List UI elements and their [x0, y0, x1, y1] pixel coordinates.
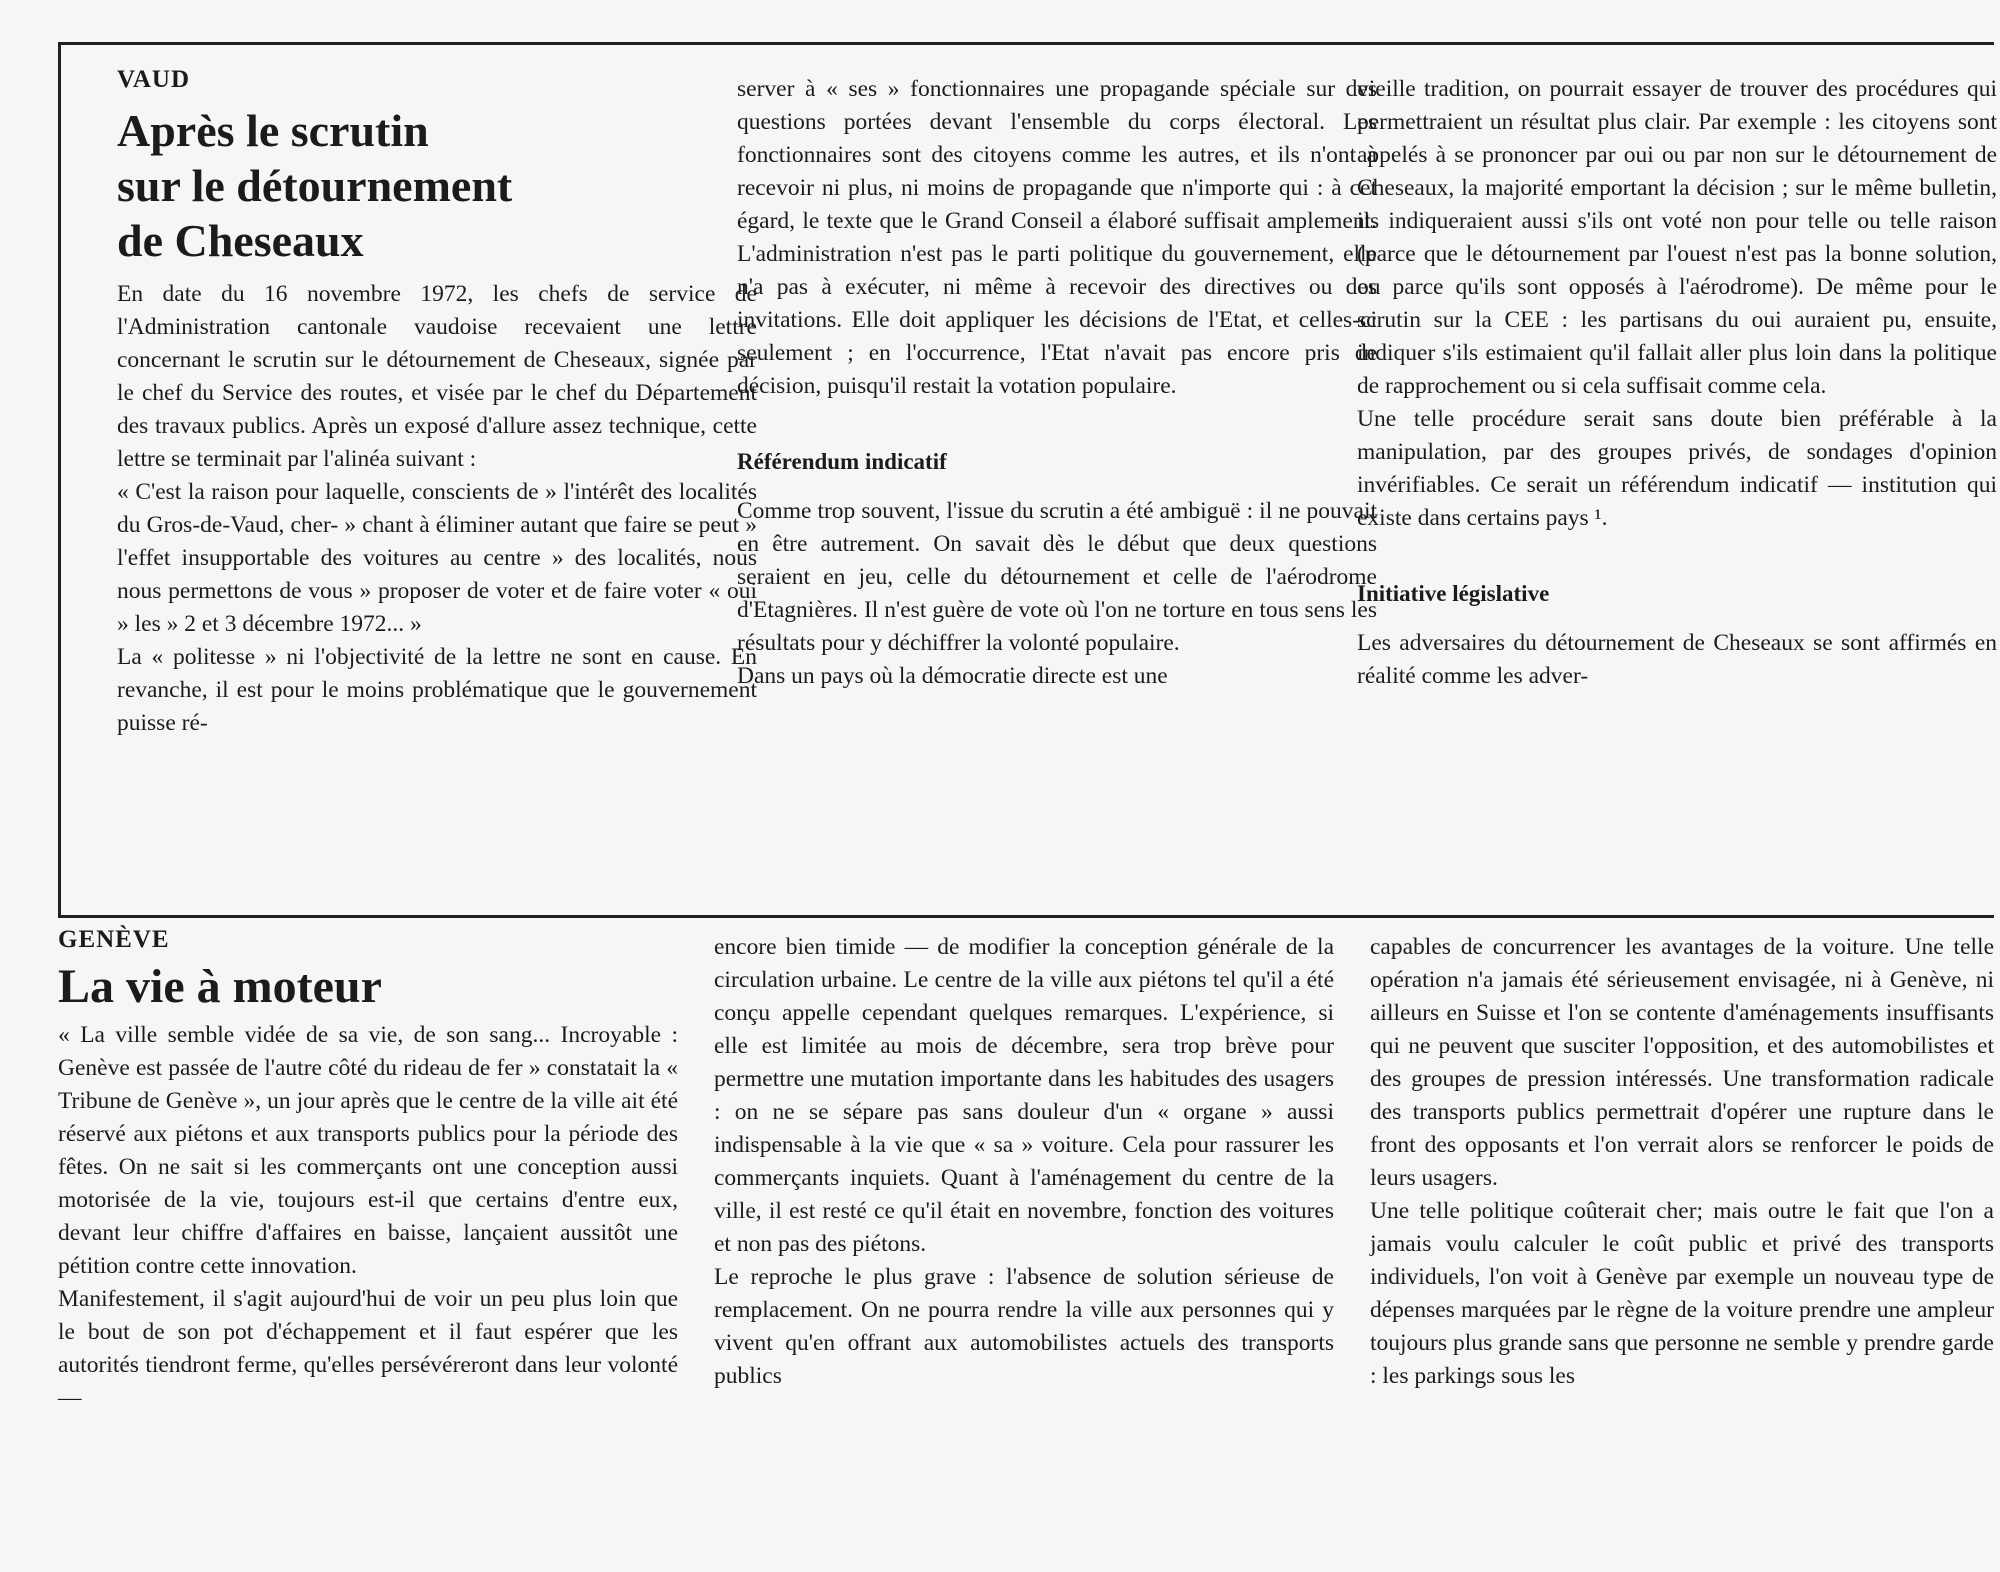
- article-vaud-column-1: [117, 65, 757, 740]
- article-vaud-headline: [117, 103, 757, 268]
- subhead-initiative: Initiative législative: [1357, 581, 1550, 606]
- paragraph: encore bien timide — de modifier la conception générale de la circulation urbaine. Le centre de la ville aux piétons tel qu'il a été conçu appelle cependant quelques remarques. L'expérience, si elle est limitée au mois de décembre, sera trop brève pour permettre une mutation importante dans les habitudes des usagers : on ne se sépare pas sans douleur d'un « organe » aussi indispensable à la vie que « sa » voiture. Cela pour rassurer les commerçants inquiets. Quant à l'aménagement du centre de la ville, il est resté ce qu'il était en novembre, fonction des voitures et non pas des piétons.: [714, 934, 1334, 1257]
- paragraph: Une telle procédure serait sans doute bien préférable à la manipulation, par des groupes privés, de sondages d'opinion invérifiables. Ce serait un référendum indicatif — institution qui existe dans certains pays ¹.: [1357, 406, 1997, 531]
- quote-paragraph: « C'est la raison pour laquelle, conscients de » l'intérêt des localités du Gros-de-Vaud, cher- » chant à éliminer autant que faire se peut » l'effet insupportable des voitures au centre » des localités, nous nous permettons de vous » proposer de voter et de faire voter « oui » les » 2 et 3 décembre 1972... »: [117, 479, 757, 637]
- headline-line-3: de Cheseaux: [117, 215, 364, 266]
- article-vaud-column-2: [737, 73, 1377, 693]
- paragraph: Les adversaires du détournement de Cheseaux se sont affirmés en réalité comme les adver-: [1357, 630, 1997, 689]
- article-vaud-column-3: [1357, 73, 1997, 693]
- paragraph: La « politesse » ni l'objectivité de la lettre ne sont en cause. En revanche, il est pour le moins problématique que le gouvernement puisse ré-: [117, 644, 757, 736]
- article-geneve: [58, 925, 1994, 1565]
- article-geneve-kicker: GENÈVE: [58, 926, 170, 953]
- paragraph: Une telle politique coûterait cher; mais outre le fait que l'on a jamais voulu calculer le coût public et privé des transports individuels, l'on voit à Genève par exemple un nouveau type de dépenses marquées par le règne de la voiture prendre une ampleur toujours plus grande sans que personne ne semble y prendre garde : les parkings sous les: [1370, 1198, 1994, 1389]
- headline-line-2: sur le détournement: [117, 160, 513, 211]
- article-geneve-column-2: [714, 931, 1334, 1393]
- paragraph: Comme trop souvent, l'issue du scrutin a été ambiguë : il ne pouvait en être autrement. On savait dès le début que deux questions seraient en jeu, celle du détournement et celle de l'aérodrome d'Etagnières. Il n'est guère de vote où l'on ne torture en tous sens les résultats pour y déchiffrer la volonté populaire.: [737, 498, 1377, 656]
- paragraph: server à « ses » fonctionnaires une propagande spéciale sur des questions portées devant l'ensemble du corps électoral. Les fonctionnaires sont des citoyens comme les autres, et ils n'ont à recevoir ni plus, ni moins de propagande que n'importe qui : à cet égard, le texte que le Grand Conseil a élaboré suffisait amplement. L'administration n'est pas le parti politique du gouvernement, elle n'a pas à exécuter, ni même à recevoir des directives ou des invitations. Elle doit appliquer les décisions de l'Etat, et celles-ci seulement ; en l'occurrence, l'Etat n'avait pas encore pris de décision, puisqu'il restait la votation populaire.: [737, 76, 1377, 399]
- paragraph: vieille tradition, on pourrait essayer de trouver des procédures qui permettraient un résultat plus clair. Par exemple : les citoyens sont appelés à se prononcer par oui ou par non sur le détournement de Cheseaux, la majorité emportant la décision ; sur le même bulletin, ils indiqueraient aussi s'ils ont voté non pour telle ou telle raison (parce que le détournement par l'ouest n'est pas la bonne solution, ou parce qu'ils sont opposés à l'aérodrome). De même pour le scrutin sur la CEE : les partisans du oui auraient pu, ensuite, indiquer s'ils estimaient qu'il fallait aller plus loin dans la politique de rapprochement ou si cela suffisait comme cela.: [1357, 76, 1997, 399]
- paragraph: Manifestement, il s'agit aujourd'hui de voir un peu plus loin que le bout de son pot d'échappement et il faut espérer que les autorités tiendront ferme, qu'elles persévéreront dans leur volonté —: [58, 1286, 678, 1411]
- headline-line-1: Après le scrutin: [117, 105, 429, 156]
- paragraph: En date du 16 novembre 1972, les chefs de service de l'Administration cantonale vaudoise recevaient une lettre concernant le scrutin sur le détournement de Cheseaux, signée par le chef du Service des routes, et visée par le chef du Département des travaux publics. Après un exposé d'allure assez technique, cette lettre se terminait par l'alinéa suivant :: [117, 281, 757, 472]
- article-geneve-column-3: [1370, 931, 1994, 1393]
- paragraph: capables de concurrencer les avantages de la voiture. Une telle opération n'a jamais été sérieusement envisagée, ni à Genève, ni ailleurs en Suisse et l'on se contente d'aménagements insuffisants qui ne peuvent que susciter l'opposition, et des automobilistes et des groupes de pression intéressés. Une transformation radicale des transports publics permettrait d'opérer une rupture dans le front des opposants et l'on verrait alors se renforcer le poids de leurs usagers.: [1370, 934, 1994, 1191]
- article-geneve-headline: La vie à moteur: [58, 960, 382, 1013]
- article-geneve-column-1: [58, 925, 678, 1415]
- article-vaud: [58, 42, 1997, 918]
- subhead-referendum: Référendum indicatif: [737, 449, 947, 474]
- paragraph: Le reproche le plus grave : l'absence de solution sérieuse de remplacement. On ne pourra rendre la ville aux personnes qui y vivent qu'en offrant aux automobilistes actuels des transports publics: [714, 1264, 1334, 1389]
- paragraph: Dans un pays où la démocratie directe est une: [737, 663, 1168, 689]
- article-vaud-kicker: VAUD: [117, 66, 190, 93]
- paragraph: « La ville semble vidée de sa vie, de son sang... Incroyable : Genève est passée de l'autre côté du rideau de fer » constatait la « Tribune de Genève », un jour après que le centre de la ville ait été réservé aux piétons et aux transports publics pour la période des fêtes. On ne sait si les commerçants ont une conception aussi motorisée de la vie, toujours est-il que certains d'entre eux, devant leur chiffre d'affaires en baisse, lançaient aussitôt une pétition contre cette innovation.: [58, 1022, 678, 1279]
